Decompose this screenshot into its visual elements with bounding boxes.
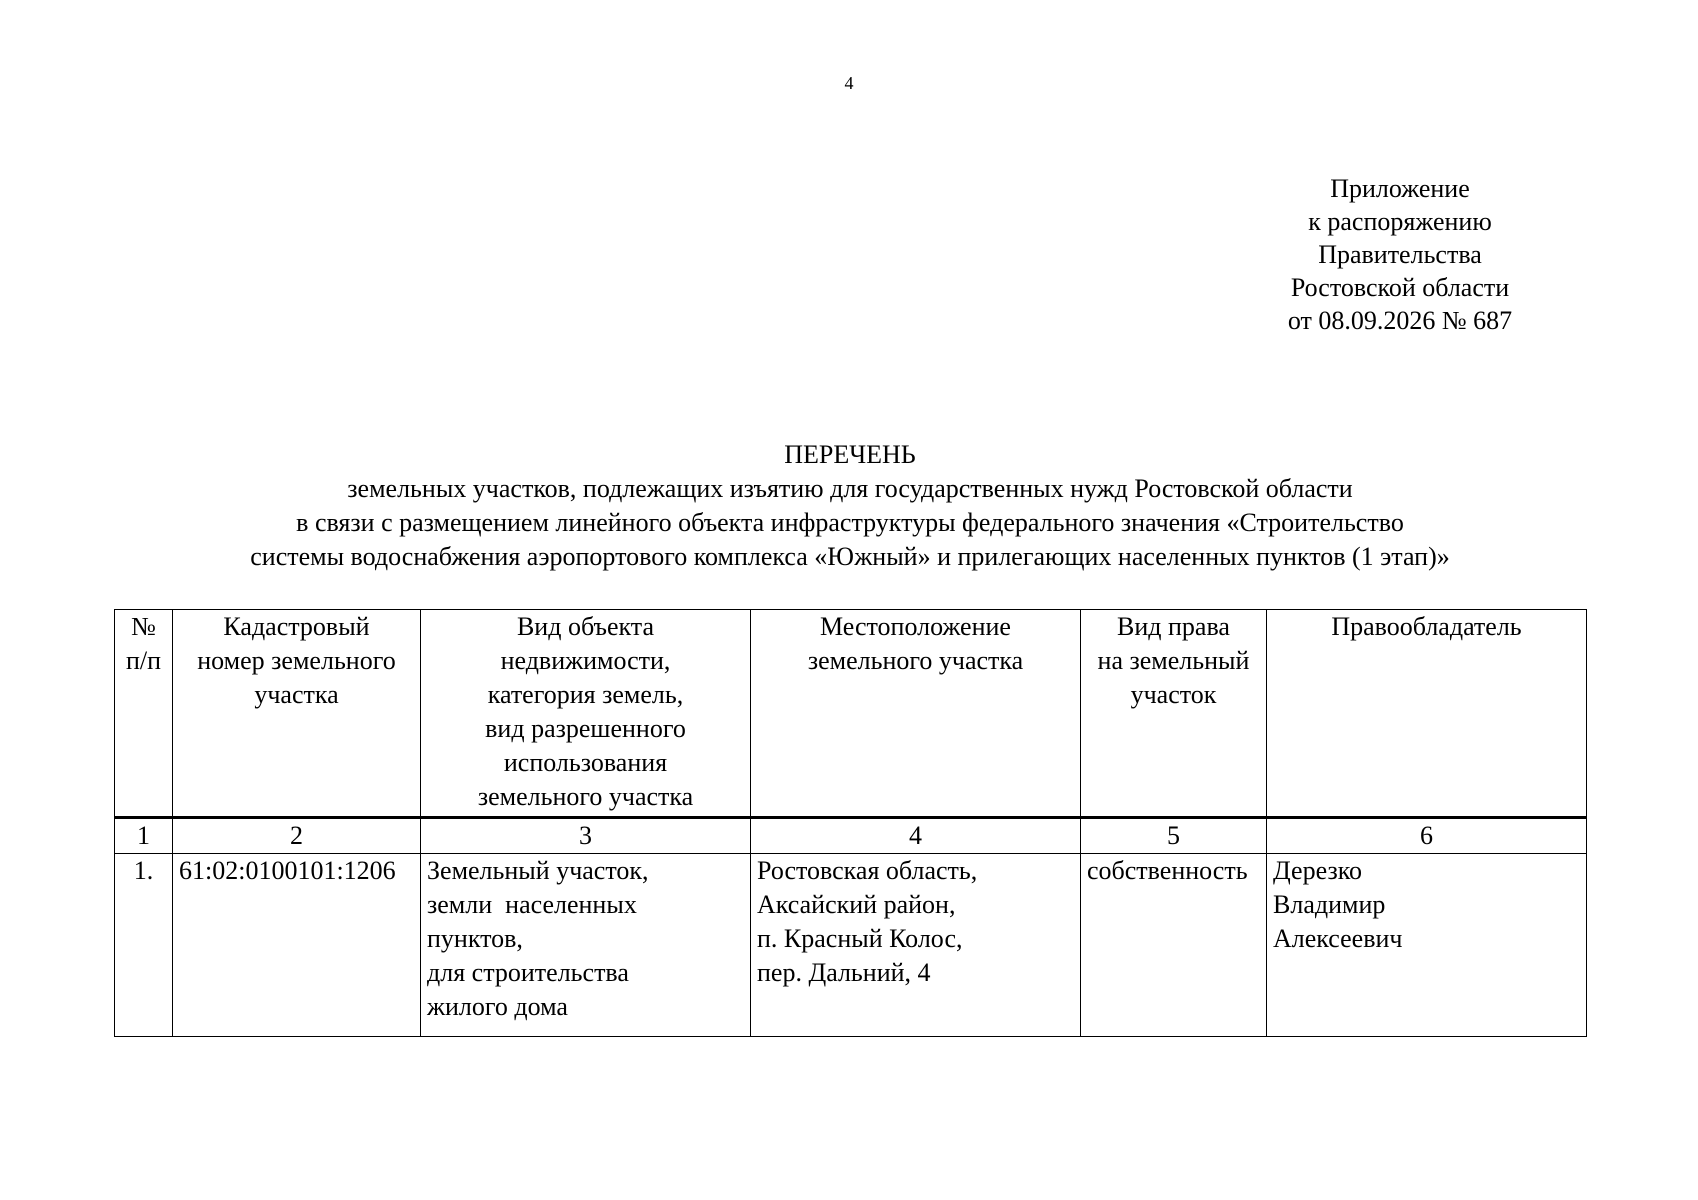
column-number: 1	[115, 818, 173, 854]
header-number: № п/п	[115, 610, 173, 818]
column-number: 4	[751, 818, 1081, 854]
document-title	[120, 438, 1580, 574]
object-type: Земельный участок, земли населенных пунктов, для строительства жилого дома	[421, 854, 751, 1037]
header-right-type: Вид права на земельный участок	[1081, 610, 1267, 818]
table-header-row	[115, 610, 1587, 818]
title-line: системы водоснабжения аэропортового комплекса «Южный» и прилегающих населенных пунктов (1 этап)»	[250, 542, 1450, 571]
title-line: в связи с размещением линейного объекта инфраструктуры федерального значения «Строительство	[296, 508, 1404, 537]
column-number: 5	[1081, 818, 1267, 854]
appendix-line: Ростовской области	[1290, 273, 1510, 302]
column-number-row	[115, 818, 1587, 854]
appendix-line: к распоряжению	[1308, 207, 1492, 236]
title-heading: ПЕРЕЧЕНЬ	[784, 440, 916, 469]
land-plots-table	[114, 609, 1587, 1037]
header-cadastral-number: Кадастровый номер земельного участка	[173, 610, 421, 818]
appendix-block	[1240, 172, 1560, 337]
column-number: 3	[421, 818, 751, 854]
page-number: 4	[844, 73, 854, 93]
location: Ростовская область, Аксайский район, п. Красный Колос, пер. Дальний, 4	[751, 854, 1081, 1037]
appendix-line: Правительства	[1318, 240, 1482, 269]
header-owner: Правообладатель	[1267, 610, 1587, 818]
appendix-line: Приложение	[1330, 174, 1470, 203]
header-object-type: Вид объекта недвижимости, категория земель, вид разрешенного использования земельного участка	[421, 610, 751, 818]
owner: Дерезко Владимир Алексеевич	[1267, 854, 1587, 1037]
table-row	[115, 854, 1587, 1037]
appendix-date-number: от 08.09.2026 № 687	[1287, 306, 1513, 335]
title-line: земельных участков, подлежащих изъятию для государственных нужд Ростовской области	[347, 474, 1353, 503]
right-type: собственность	[1081, 854, 1267, 1037]
column-number: 2	[173, 818, 421, 854]
row-number: 1.	[115, 854, 173, 1037]
cadastral-number: 61:02:0100101:1206	[173, 854, 421, 1037]
column-number: 6	[1267, 818, 1587, 854]
header-location: Местоположение земельного участка	[751, 610, 1081, 818]
